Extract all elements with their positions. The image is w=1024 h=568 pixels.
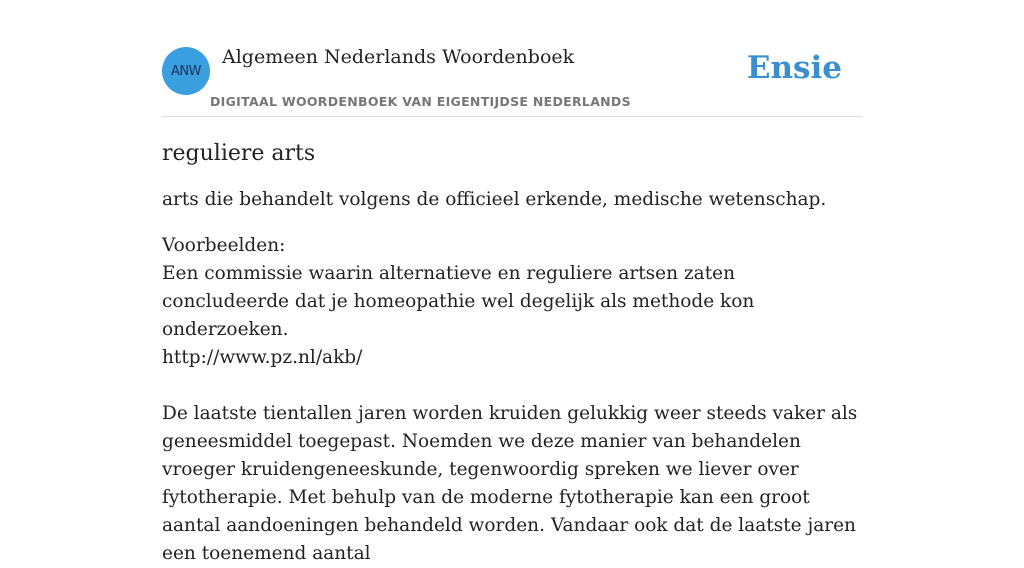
- example-text: De laatste tientallen jaren worden kruiden gelukkig weer steeds vaker als geneesmiddel toegepast. Noemden we deze manier van behandelen vroeger kruidengeneeskunde, tegenwoordig spreken we liever over fytotherapie. Met behulp van de moderne fytotherapie kan een groot aantal aandoeningen behandeld worden. Vandaar ook dat de laatste jaren een toenemend aantal: [162, 403, 858, 564]
- examples-section: [162, 232, 862, 568]
- example-spacer: [162, 372, 862, 400]
- ensie-logo[interactable]: Ensie: [746, 50, 842, 86]
- anw-logo-text: ANW: [171, 63, 201, 79]
- entry-content: [162, 136, 862, 568]
- examples-label: Voorbeelden:: [162, 235, 286, 256]
- headword: reguliere arts: [162, 141, 316, 166]
- site-subtitle: DIGITAAL WOORDENBOEK VAN EIGENTIJDSE NEDERLANDS: [210, 94, 631, 109]
- anw-logo[interactable]: [162, 47, 210, 95]
- definition: arts die behandelt volgens de officieel erkende, medische wetenschap.: [162, 189, 827, 210]
- example-source: http://www.pz.nl/akb/: [162, 347, 363, 368]
- site-header: [162, 40, 862, 117]
- site-title[interactable]: Algemeen Nederlands Woordenboek: [222, 46, 575, 68]
- example-text: Een commissie waarin alternatieve en reguliere artsen zaten concludeerde dat je homeopathie wel degelijk als methode kon onderzoeken.: [162, 263, 755, 340]
